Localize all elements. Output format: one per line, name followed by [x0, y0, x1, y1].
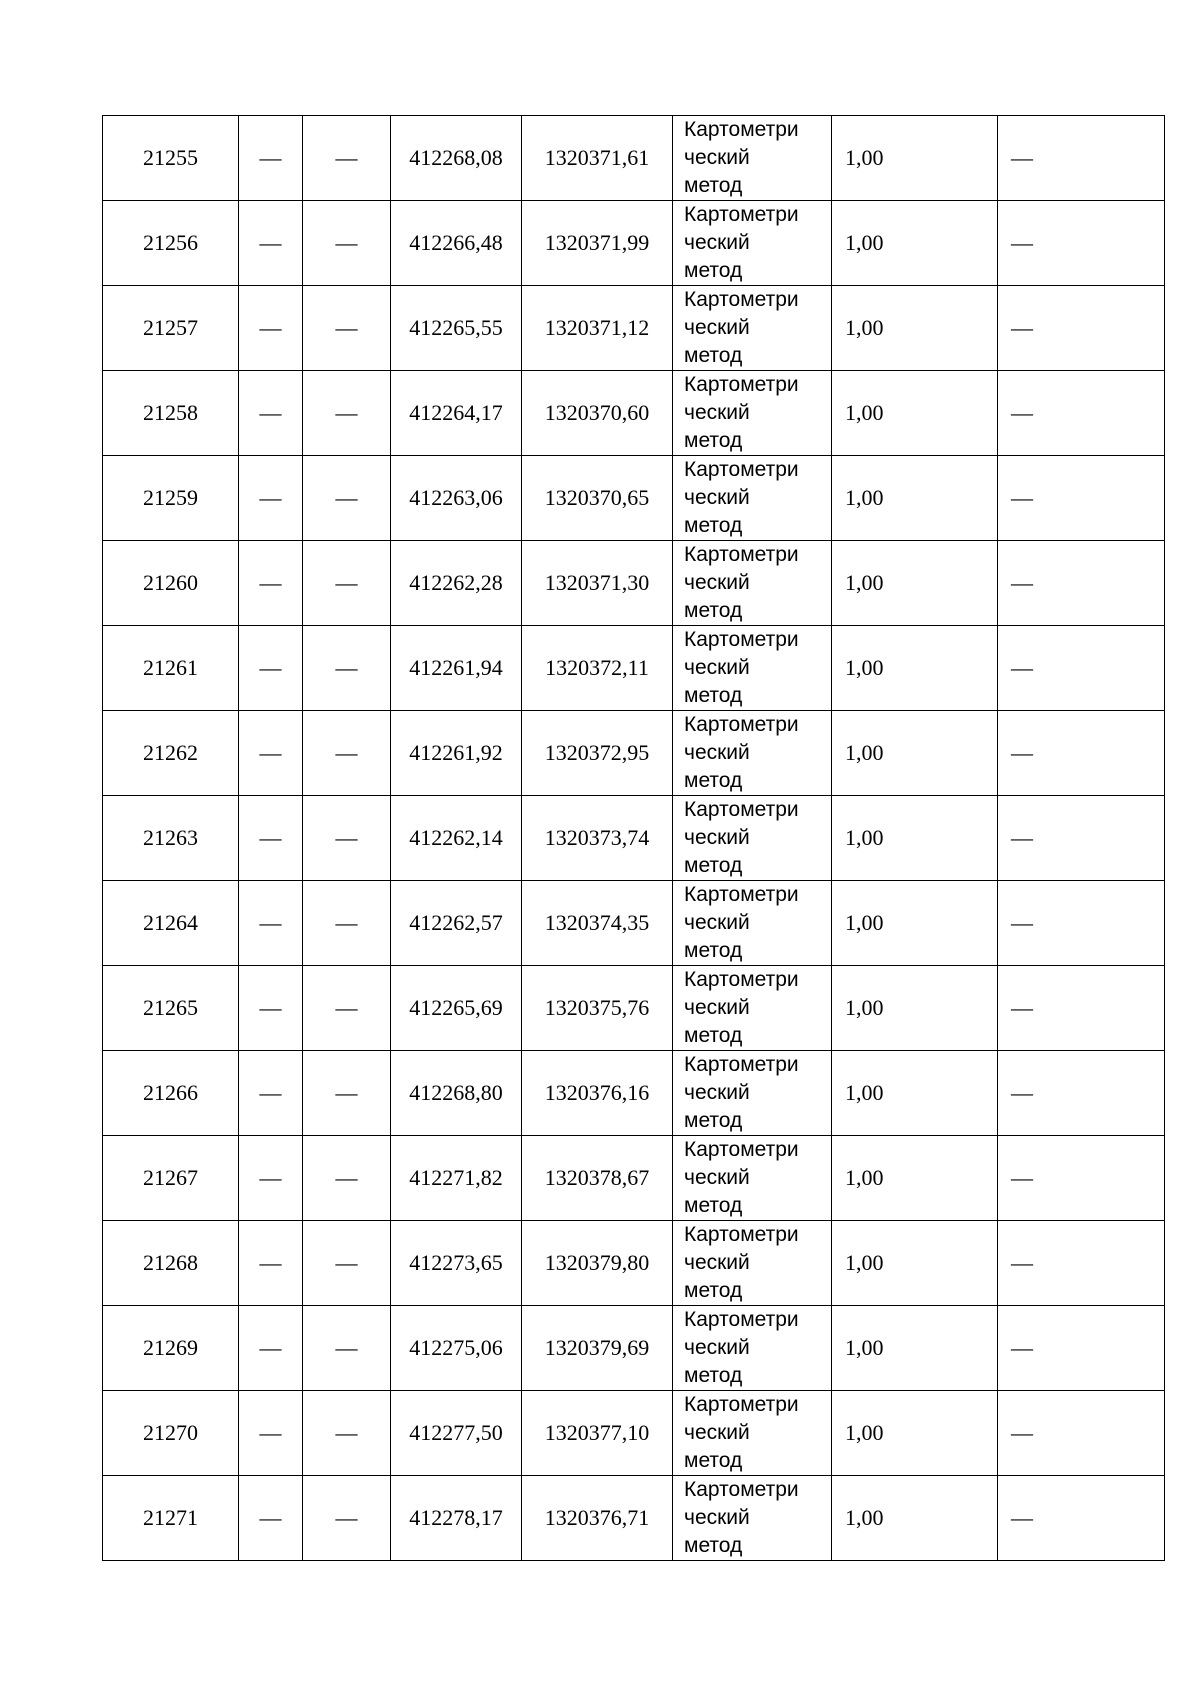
empty-value-cell: —	[239, 881, 303, 966]
description-cell: —	[998, 201, 1165, 286]
method-text-line: Картометри	[684, 288, 799, 311]
table-row	[103, 1136, 1165, 1221]
description-cell: —	[998, 456, 1165, 541]
method-cell	[673, 116, 832, 201]
empty-value-cell: —	[303, 1391, 391, 1476]
method-cell	[673, 286, 832, 371]
method-text-line: ческий	[684, 571, 750, 594]
method-text-line: Картометри	[684, 628, 799, 651]
empty-value-cell: —	[239, 1306, 303, 1391]
point-number-cell: 21257	[103, 286, 239, 371]
table-row	[103, 541, 1165, 626]
x-coordinate-cell: 412271,82	[391, 1136, 522, 1221]
accuracy-cell: 1,00	[832, 1306, 998, 1391]
method-text-line: Картометри	[684, 713, 799, 736]
method-text-line: ческий	[684, 911, 750, 934]
method-text-line: метод	[684, 1449, 743, 1472]
x-coordinate-cell: 412262,14	[391, 796, 522, 881]
table-body	[103, 116, 1165, 1561]
accuracy-cell: 1,00	[832, 541, 998, 626]
method-cell	[673, 371, 832, 456]
x-coordinate-cell: 412268,08	[391, 116, 522, 201]
method-text-line: Картометри	[684, 1138, 799, 1161]
method-text-line: ческий	[684, 741, 750, 764]
accuracy-cell: 1,00	[832, 711, 998, 796]
table-row	[103, 371, 1165, 456]
method-text-line: Картометри	[684, 203, 799, 226]
method-text-line: метод	[684, 1024, 743, 1047]
empty-value-cell: —	[303, 456, 391, 541]
table-row	[103, 1051, 1165, 1136]
y-coordinate-cell: 1320378,67	[522, 1136, 673, 1221]
y-coordinate-cell: 1320375,76	[522, 966, 673, 1051]
method-cell	[673, 541, 832, 626]
method-text-line: Картометри	[684, 1308, 799, 1331]
empty-value-cell: —	[239, 1136, 303, 1221]
table-row	[103, 1306, 1165, 1391]
empty-value-cell: —	[239, 1391, 303, 1476]
x-coordinate-cell: 412268,80	[391, 1051, 522, 1136]
empty-value-cell: —	[239, 116, 303, 201]
point-number-cell: 21260	[103, 541, 239, 626]
method-text-line: метод	[684, 599, 743, 622]
method-cell	[673, 966, 832, 1051]
method-cell	[673, 1476, 832, 1561]
method-cell	[673, 456, 832, 541]
method-text-line: метод	[684, 259, 743, 282]
accuracy-cell: 1,00	[832, 1391, 998, 1476]
empty-value-cell: —	[303, 1221, 391, 1306]
empty-value-cell: —	[303, 796, 391, 881]
table-row	[103, 966, 1165, 1051]
empty-value-cell: —	[239, 1221, 303, 1306]
table-row	[103, 116, 1165, 201]
point-number-cell: 21269	[103, 1306, 239, 1391]
accuracy-cell: 1,00	[832, 1051, 998, 1136]
method-text-line: Картометри	[684, 968, 799, 991]
empty-value-cell: —	[303, 1476, 391, 1561]
description-cell: —	[998, 116, 1165, 201]
table-row	[103, 456, 1165, 541]
x-coordinate-cell: 412265,69	[391, 966, 522, 1051]
method-text-line: метод	[684, 1194, 743, 1217]
method-text-line: метод	[684, 1279, 743, 1302]
x-coordinate-cell: 412277,50	[391, 1391, 522, 1476]
method-text-line: ческий	[684, 656, 750, 679]
accuracy-cell: 1,00	[832, 1136, 998, 1221]
empty-value-cell: —	[239, 966, 303, 1051]
description-cell: —	[998, 1391, 1165, 1476]
method-text-line: метод	[684, 174, 743, 197]
description-cell: —	[998, 796, 1165, 881]
accuracy-cell: 1,00	[832, 1221, 998, 1306]
point-number-cell: 21256	[103, 201, 239, 286]
y-coordinate-cell: 1320379,69	[522, 1306, 673, 1391]
description-cell: —	[998, 371, 1165, 456]
table-row	[103, 796, 1165, 881]
point-number-cell: 21267	[103, 1136, 239, 1221]
empty-value-cell: —	[239, 626, 303, 711]
method-text-line: метод	[684, 1364, 743, 1387]
empty-value-cell: —	[239, 371, 303, 456]
method-text-line: ческий	[684, 486, 750, 509]
x-coordinate-cell: 412261,94	[391, 626, 522, 711]
accuracy-cell: 1,00	[832, 796, 998, 881]
table-row	[103, 1221, 1165, 1306]
method-text-line: ческий	[684, 1251, 750, 1274]
method-text-line: ческий	[684, 1081, 750, 1104]
point-number-cell: 21255	[103, 116, 239, 201]
method-text-line: ческий	[684, 231, 750, 254]
empty-value-cell: —	[239, 286, 303, 371]
method-text-line: ческий	[684, 1421, 750, 1444]
method-cell	[673, 201, 832, 286]
empty-value-cell: —	[239, 201, 303, 286]
method-text-line: ческий	[684, 1336, 750, 1359]
y-coordinate-cell: 1320371,99	[522, 201, 673, 286]
description-cell: —	[998, 626, 1165, 711]
method-text-line: метод	[684, 939, 743, 962]
point-number-cell: 21270	[103, 1391, 239, 1476]
description-cell: —	[998, 711, 1165, 796]
empty-value-cell: —	[303, 371, 391, 456]
y-coordinate-cell: 1320371,30	[522, 541, 673, 626]
y-coordinate-cell: 1320370,60	[522, 371, 673, 456]
x-coordinate-cell: 412278,17	[391, 1476, 522, 1561]
point-number-cell: 21268	[103, 1221, 239, 1306]
method-text-line: метод	[684, 684, 743, 707]
method-text-line: метод	[684, 854, 743, 877]
table-row	[103, 1391, 1165, 1476]
y-coordinate-cell: 1320379,80	[522, 1221, 673, 1306]
description-cell: —	[998, 966, 1165, 1051]
x-coordinate-cell: 412262,28	[391, 541, 522, 626]
method-text-line: Картометри	[684, 1223, 799, 1246]
method-text-line: метод	[684, 514, 743, 537]
y-coordinate-cell: 1320377,10	[522, 1391, 673, 1476]
empty-value-cell: —	[303, 1306, 391, 1391]
method-text-line: Картометри	[684, 883, 799, 906]
point-number-cell: 21263	[103, 796, 239, 881]
accuracy-cell: 1,00	[832, 1476, 998, 1561]
method-cell	[673, 1136, 832, 1221]
empty-value-cell: —	[303, 116, 391, 201]
y-coordinate-cell: 1320376,71	[522, 1476, 673, 1561]
description-cell: —	[998, 541, 1165, 626]
x-coordinate-cell: 412265,55	[391, 286, 522, 371]
empty-value-cell: —	[303, 1136, 391, 1221]
method-cell	[673, 881, 832, 966]
method-text-line: Картометри	[684, 798, 799, 821]
empty-value-cell: —	[239, 541, 303, 626]
description-cell: —	[998, 881, 1165, 966]
table-row	[103, 881, 1165, 966]
empty-value-cell: —	[303, 881, 391, 966]
method-cell	[673, 1051, 832, 1136]
method-cell	[673, 711, 832, 796]
x-coordinate-cell: 412275,06	[391, 1306, 522, 1391]
empty-value-cell: —	[239, 456, 303, 541]
accuracy-cell: 1,00	[832, 116, 998, 201]
method-text-line: Картометри	[684, 1053, 799, 1076]
point-number-cell: 21266	[103, 1051, 239, 1136]
x-coordinate-cell: 412263,06	[391, 456, 522, 541]
description-cell: —	[998, 286, 1165, 371]
empty-value-cell: —	[303, 201, 391, 286]
table-row	[103, 286, 1165, 371]
point-number-cell: 21262	[103, 711, 239, 796]
x-coordinate-cell: 412261,92	[391, 711, 522, 796]
method-text-line: Картометри	[684, 1478, 799, 1501]
table-row	[103, 626, 1165, 711]
empty-value-cell: —	[303, 626, 391, 711]
method-text-line: Картометри	[684, 543, 799, 566]
accuracy-cell: 1,00	[832, 201, 998, 286]
y-coordinate-cell: 1320374,35	[522, 881, 673, 966]
point-number-cell: 21265	[103, 966, 239, 1051]
method-text-line: метод	[684, 1109, 743, 1132]
description-cell: —	[998, 1051, 1165, 1136]
point-number-cell: 21259	[103, 456, 239, 541]
y-coordinate-cell: 1320372,11	[522, 626, 673, 711]
point-number-cell: 21271	[103, 1476, 239, 1561]
y-coordinate-cell: 1320376,16	[522, 1051, 673, 1136]
table-row	[103, 1476, 1165, 1561]
accuracy-cell: 1,00	[832, 286, 998, 371]
method-text-line: Картометри	[684, 118, 799, 141]
description-cell: —	[998, 1306, 1165, 1391]
y-coordinate-cell: 1320370,65	[522, 456, 673, 541]
method-text-line: ческий	[684, 996, 750, 1019]
description-cell: —	[998, 1476, 1165, 1561]
method-cell	[673, 796, 832, 881]
method-cell	[673, 1306, 832, 1391]
accuracy-cell: 1,00	[832, 456, 998, 541]
point-number-cell: 21258	[103, 371, 239, 456]
x-coordinate-cell: 412262,57	[391, 881, 522, 966]
empty-value-cell: —	[303, 711, 391, 796]
x-coordinate-cell: 412273,65	[391, 1221, 522, 1306]
y-coordinate-cell: 1320371,12	[522, 286, 673, 371]
method-text-line: ческий	[684, 1506, 750, 1529]
empty-value-cell: —	[303, 966, 391, 1051]
method-text-line: ческий	[684, 316, 750, 339]
method-text-line: метод	[684, 429, 743, 452]
method-text-line: ческий	[684, 146, 750, 169]
method-text-line: Картометри	[684, 373, 799, 396]
y-coordinate-cell: 1320372,95	[522, 711, 673, 796]
empty-value-cell: —	[239, 711, 303, 796]
description-cell: —	[998, 1136, 1165, 1221]
empty-value-cell: —	[239, 1476, 303, 1561]
method-cell	[673, 1221, 832, 1306]
empty-value-cell: —	[239, 1051, 303, 1136]
method-text-line: Картометри	[684, 1393, 799, 1416]
point-number-cell: 21264	[103, 881, 239, 966]
accuracy-cell: 1,00	[832, 966, 998, 1051]
y-coordinate-cell: 1320371,61	[522, 116, 673, 201]
accuracy-cell: 1,00	[832, 881, 998, 966]
table-row	[103, 201, 1165, 286]
empty-value-cell: —	[303, 1051, 391, 1136]
point-number-cell: 21261	[103, 626, 239, 711]
x-coordinate-cell: 412266,48	[391, 201, 522, 286]
empty-value-cell: —	[239, 796, 303, 881]
method-text-line: метод	[684, 769, 743, 792]
method-text-line: ческий	[684, 1166, 750, 1189]
x-coordinate-cell: 412264,17	[391, 371, 522, 456]
method-text-line: ческий	[684, 826, 750, 849]
method-cell	[673, 626, 832, 711]
description-cell: —	[998, 1221, 1165, 1306]
y-coordinate-cell: 1320373,74	[522, 796, 673, 881]
method-text-line: ческий	[684, 401, 750, 424]
empty-value-cell: —	[303, 286, 391, 371]
accuracy-cell: 1,00	[832, 626, 998, 711]
coordinates-table	[102, 115, 1165, 1561]
method-text-line: Картометри	[684, 458, 799, 481]
empty-value-cell: —	[303, 541, 391, 626]
table-row	[103, 711, 1165, 796]
method-text-line: метод	[684, 344, 743, 367]
accuracy-cell: 1,00	[832, 371, 998, 456]
method-cell	[673, 1391, 832, 1476]
method-text-line: метод	[684, 1534, 743, 1557]
